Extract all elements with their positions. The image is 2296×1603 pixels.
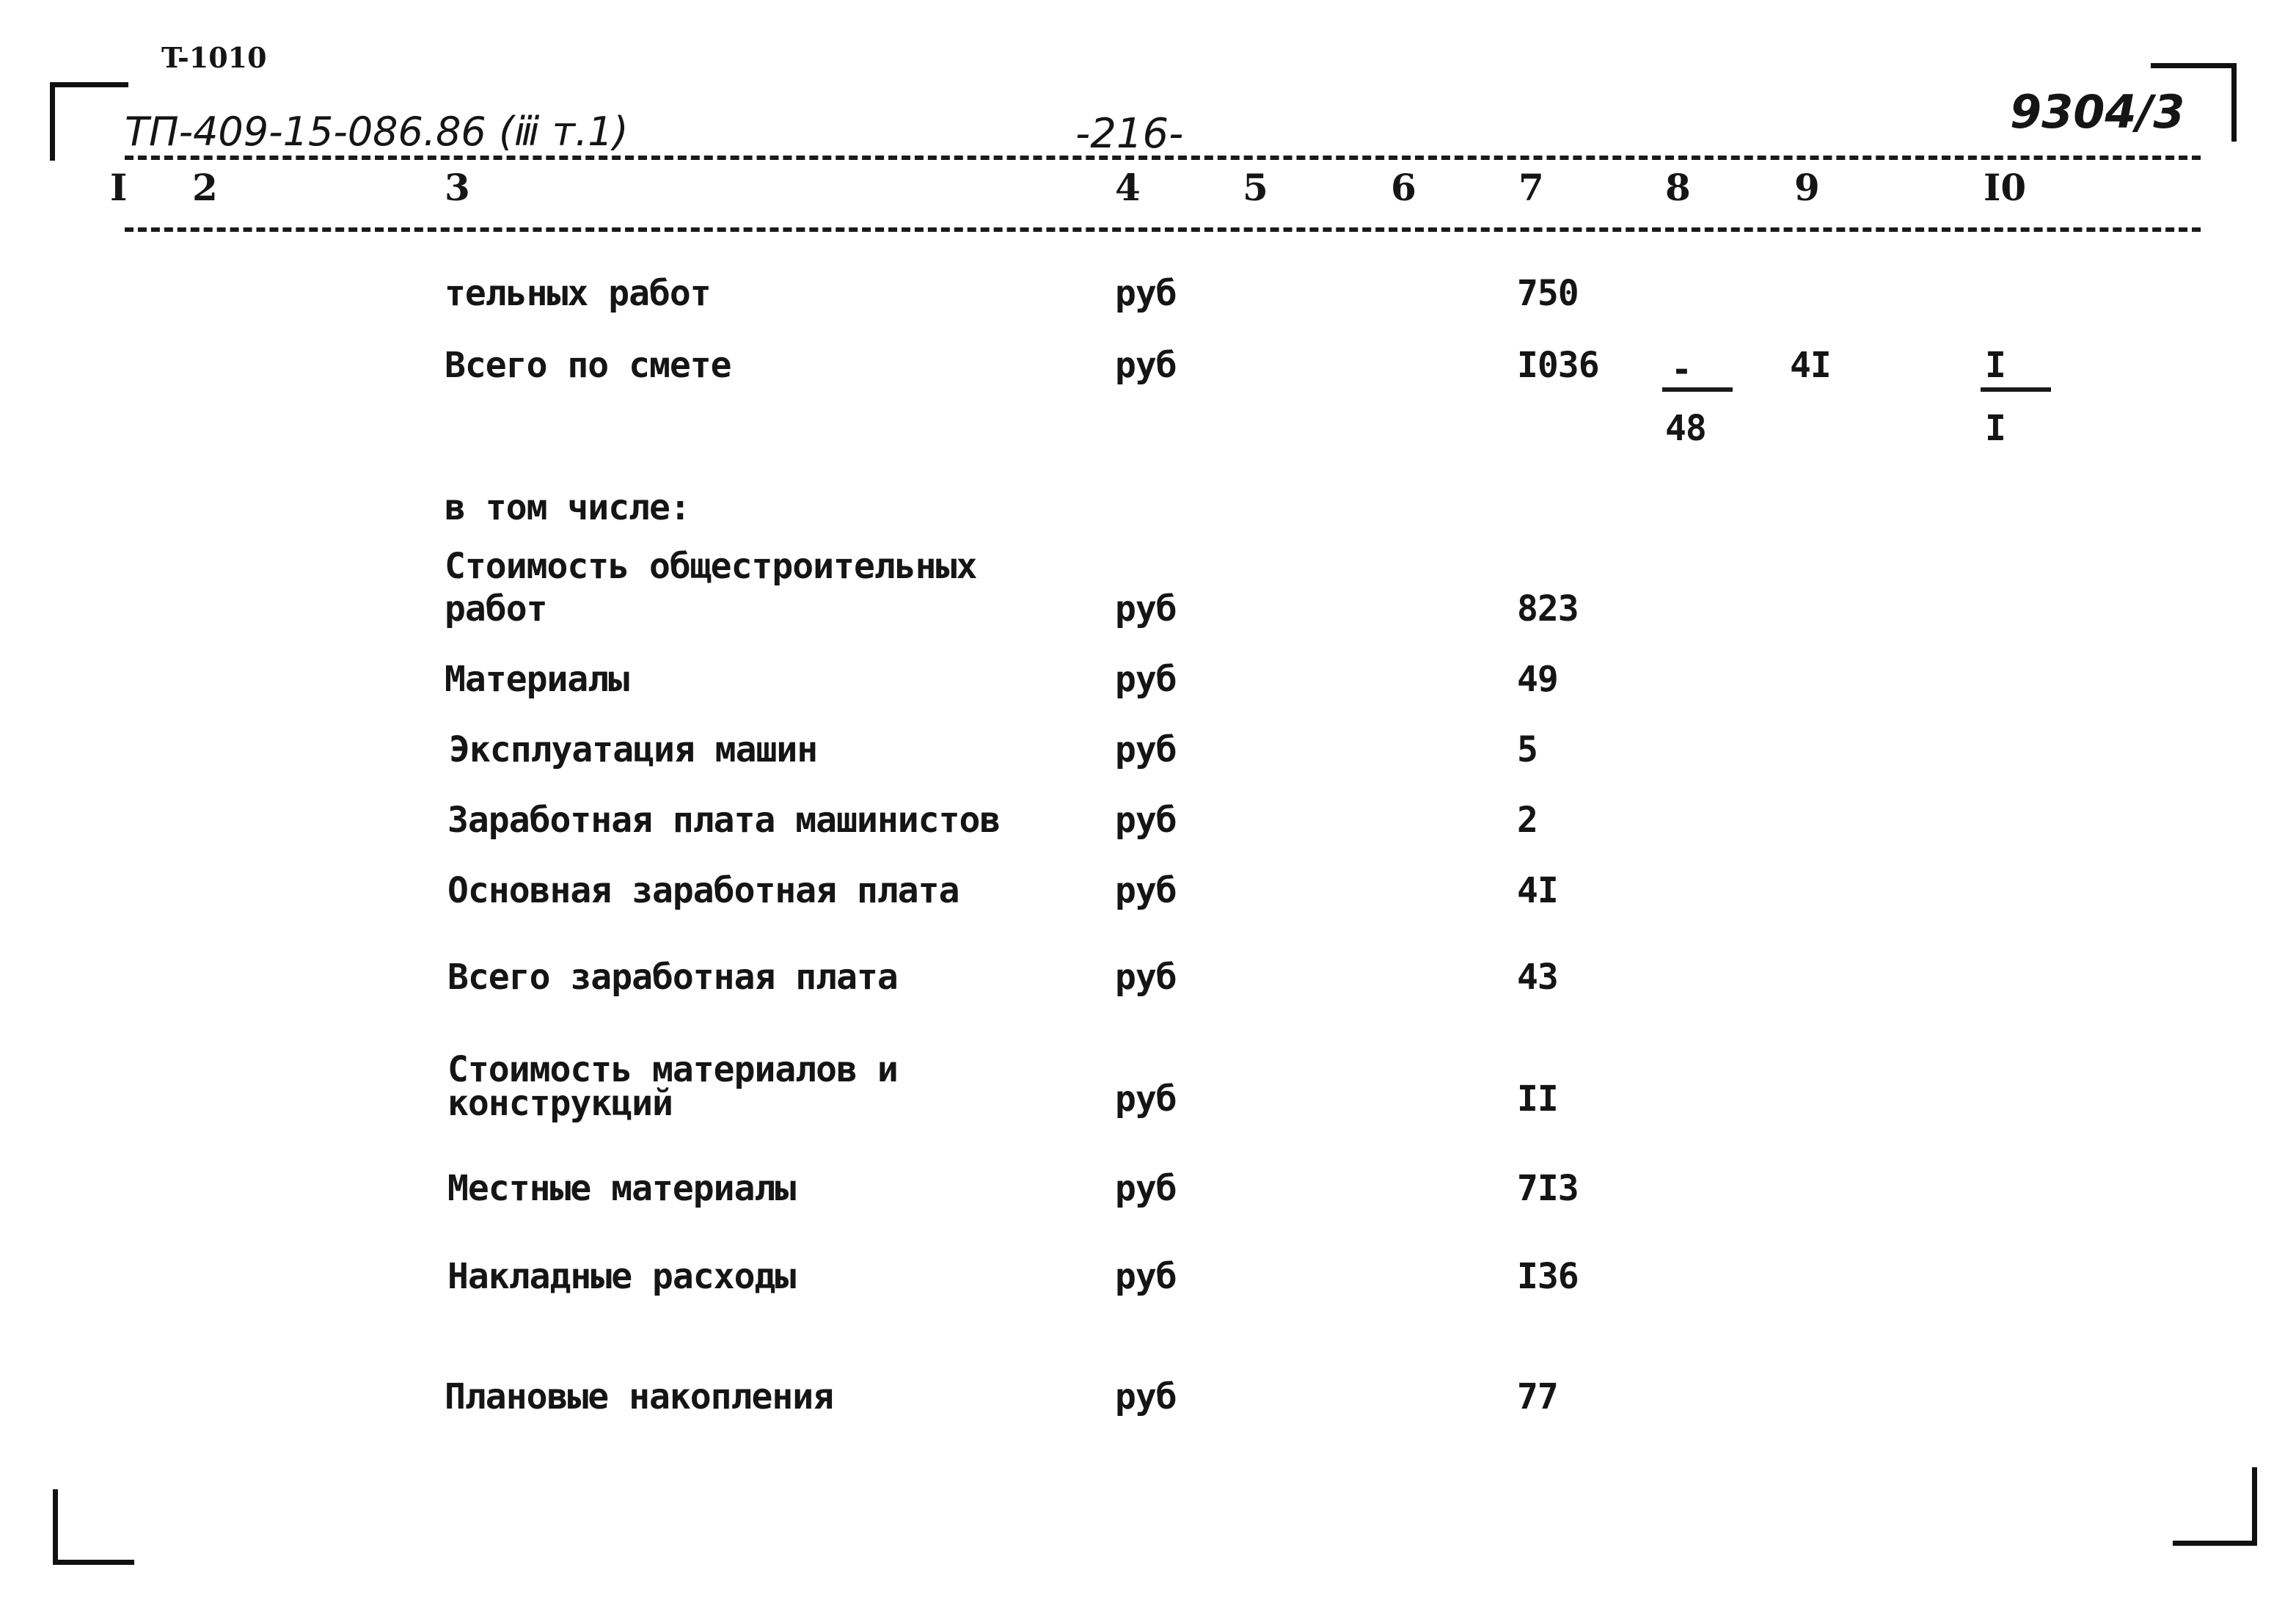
row-value: I036 bbox=[1517, 345, 1599, 386]
column-number: 6 bbox=[1391, 166, 1416, 209]
column-number: 9 bbox=[1794, 166, 1820, 209]
column-number: 7 bbox=[1518, 166, 1544, 209]
column-number: I bbox=[110, 166, 128, 209]
col8-fraction-bar bbox=[1662, 387, 1733, 392]
row-unit: руб bbox=[1115, 345, 1177, 386]
row-value: I36 bbox=[1517, 1256, 1579, 1297]
column-number: 4 bbox=[1115, 166, 1141, 209]
row-unit: руб bbox=[1115, 1168, 1177, 1209]
row-name: Основная заработная плата bbox=[447, 870, 959, 911]
row-name-line1: Стоимость материалов и bbox=[447, 1049, 898, 1090]
column-number: 3 bbox=[445, 166, 470, 209]
column-number: 8 bbox=[1665, 166, 1691, 209]
row-name: Всего по смете bbox=[445, 345, 731, 386]
document-stamp: T-1010 bbox=[161, 41, 267, 74]
header-rule-bottom bbox=[125, 227, 2201, 232]
row-unit: руб bbox=[1115, 659, 1177, 700]
corner-mark-bottom-left bbox=[53, 1489, 134, 1565]
row-unit: руб bbox=[1115, 1078, 1177, 1120]
row-unit: руб bbox=[1115, 1376, 1177, 1417]
column-number: 2 bbox=[192, 166, 218, 209]
row-name: Плановые накопления bbox=[445, 1376, 834, 1417]
row-unit: руб bbox=[1115, 957, 1177, 998]
row-value: 7I3 bbox=[1517, 1168, 1579, 1209]
col10-numerator: I bbox=[1985, 345, 2006, 386]
row-value: 49 bbox=[1517, 659, 1558, 700]
col10-denominator: I bbox=[1985, 408, 2006, 449]
row-unit: руб bbox=[1115, 800, 1177, 841]
column-number: 5 bbox=[1243, 166, 1268, 209]
row-name: Накладные расходы bbox=[447, 1256, 796, 1297]
column-number: I0 bbox=[1984, 166, 2027, 209]
row-name: Местные материалы bbox=[447, 1168, 796, 1209]
col8-numerator: - bbox=[1671, 349, 1692, 390]
row-name: Всего заработная плата bbox=[447, 957, 898, 998]
section-label: в том числе: bbox=[445, 487, 690, 528]
row-value: 750 bbox=[1517, 273, 1579, 314]
row-unit: руб bbox=[1115, 1256, 1177, 1297]
row-unit: руб bbox=[1115, 588, 1177, 629]
row-name: Материалы bbox=[445, 659, 629, 700]
row-value: 5 bbox=[1517, 729, 1538, 770]
row-name-line1: Стоимость общестроительных bbox=[445, 546, 977, 587]
row-value: 77 bbox=[1517, 1376, 1558, 1417]
row-name: Заработная плата машинистов bbox=[447, 800, 1001, 841]
row-unit: руб bbox=[1115, 273, 1177, 314]
row-value: 823 bbox=[1517, 588, 1579, 629]
row-name: Эксплуатация машин bbox=[449, 729, 818, 770]
row-name-line2: конструкций bbox=[447, 1083, 673, 1124]
header-rule-top bbox=[125, 156, 2201, 160]
col8-denominator: 48 bbox=[1665, 408, 1706, 449]
page-number: -216- bbox=[1075, 110, 1184, 158]
row-name-line2: работ bbox=[445, 588, 547, 629]
row-unit: руб bbox=[1115, 729, 1177, 770]
row-value: 4I bbox=[1517, 870, 1558, 911]
document-code: ТП-409-15-086.86 (ⅲ т.1) bbox=[125, 109, 629, 155]
row-unit: руб bbox=[1115, 870, 1177, 911]
corner-mark-bottom-right bbox=[2173, 1467, 2257, 1546]
corner-mark-top-left bbox=[50, 82, 128, 161]
row-value: 43 bbox=[1517, 957, 1558, 998]
col10-fraction-bar bbox=[1981, 387, 2051, 392]
reference-code: 9304/3 bbox=[2010, 85, 2185, 139]
row-value: 2 bbox=[1517, 800, 1538, 841]
col9-value: 4I bbox=[1790, 345, 1831, 386]
row-value: II bbox=[1517, 1078, 1558, 1120]
row-name: тельных работ bbox=[445, 273, 711, 314]
